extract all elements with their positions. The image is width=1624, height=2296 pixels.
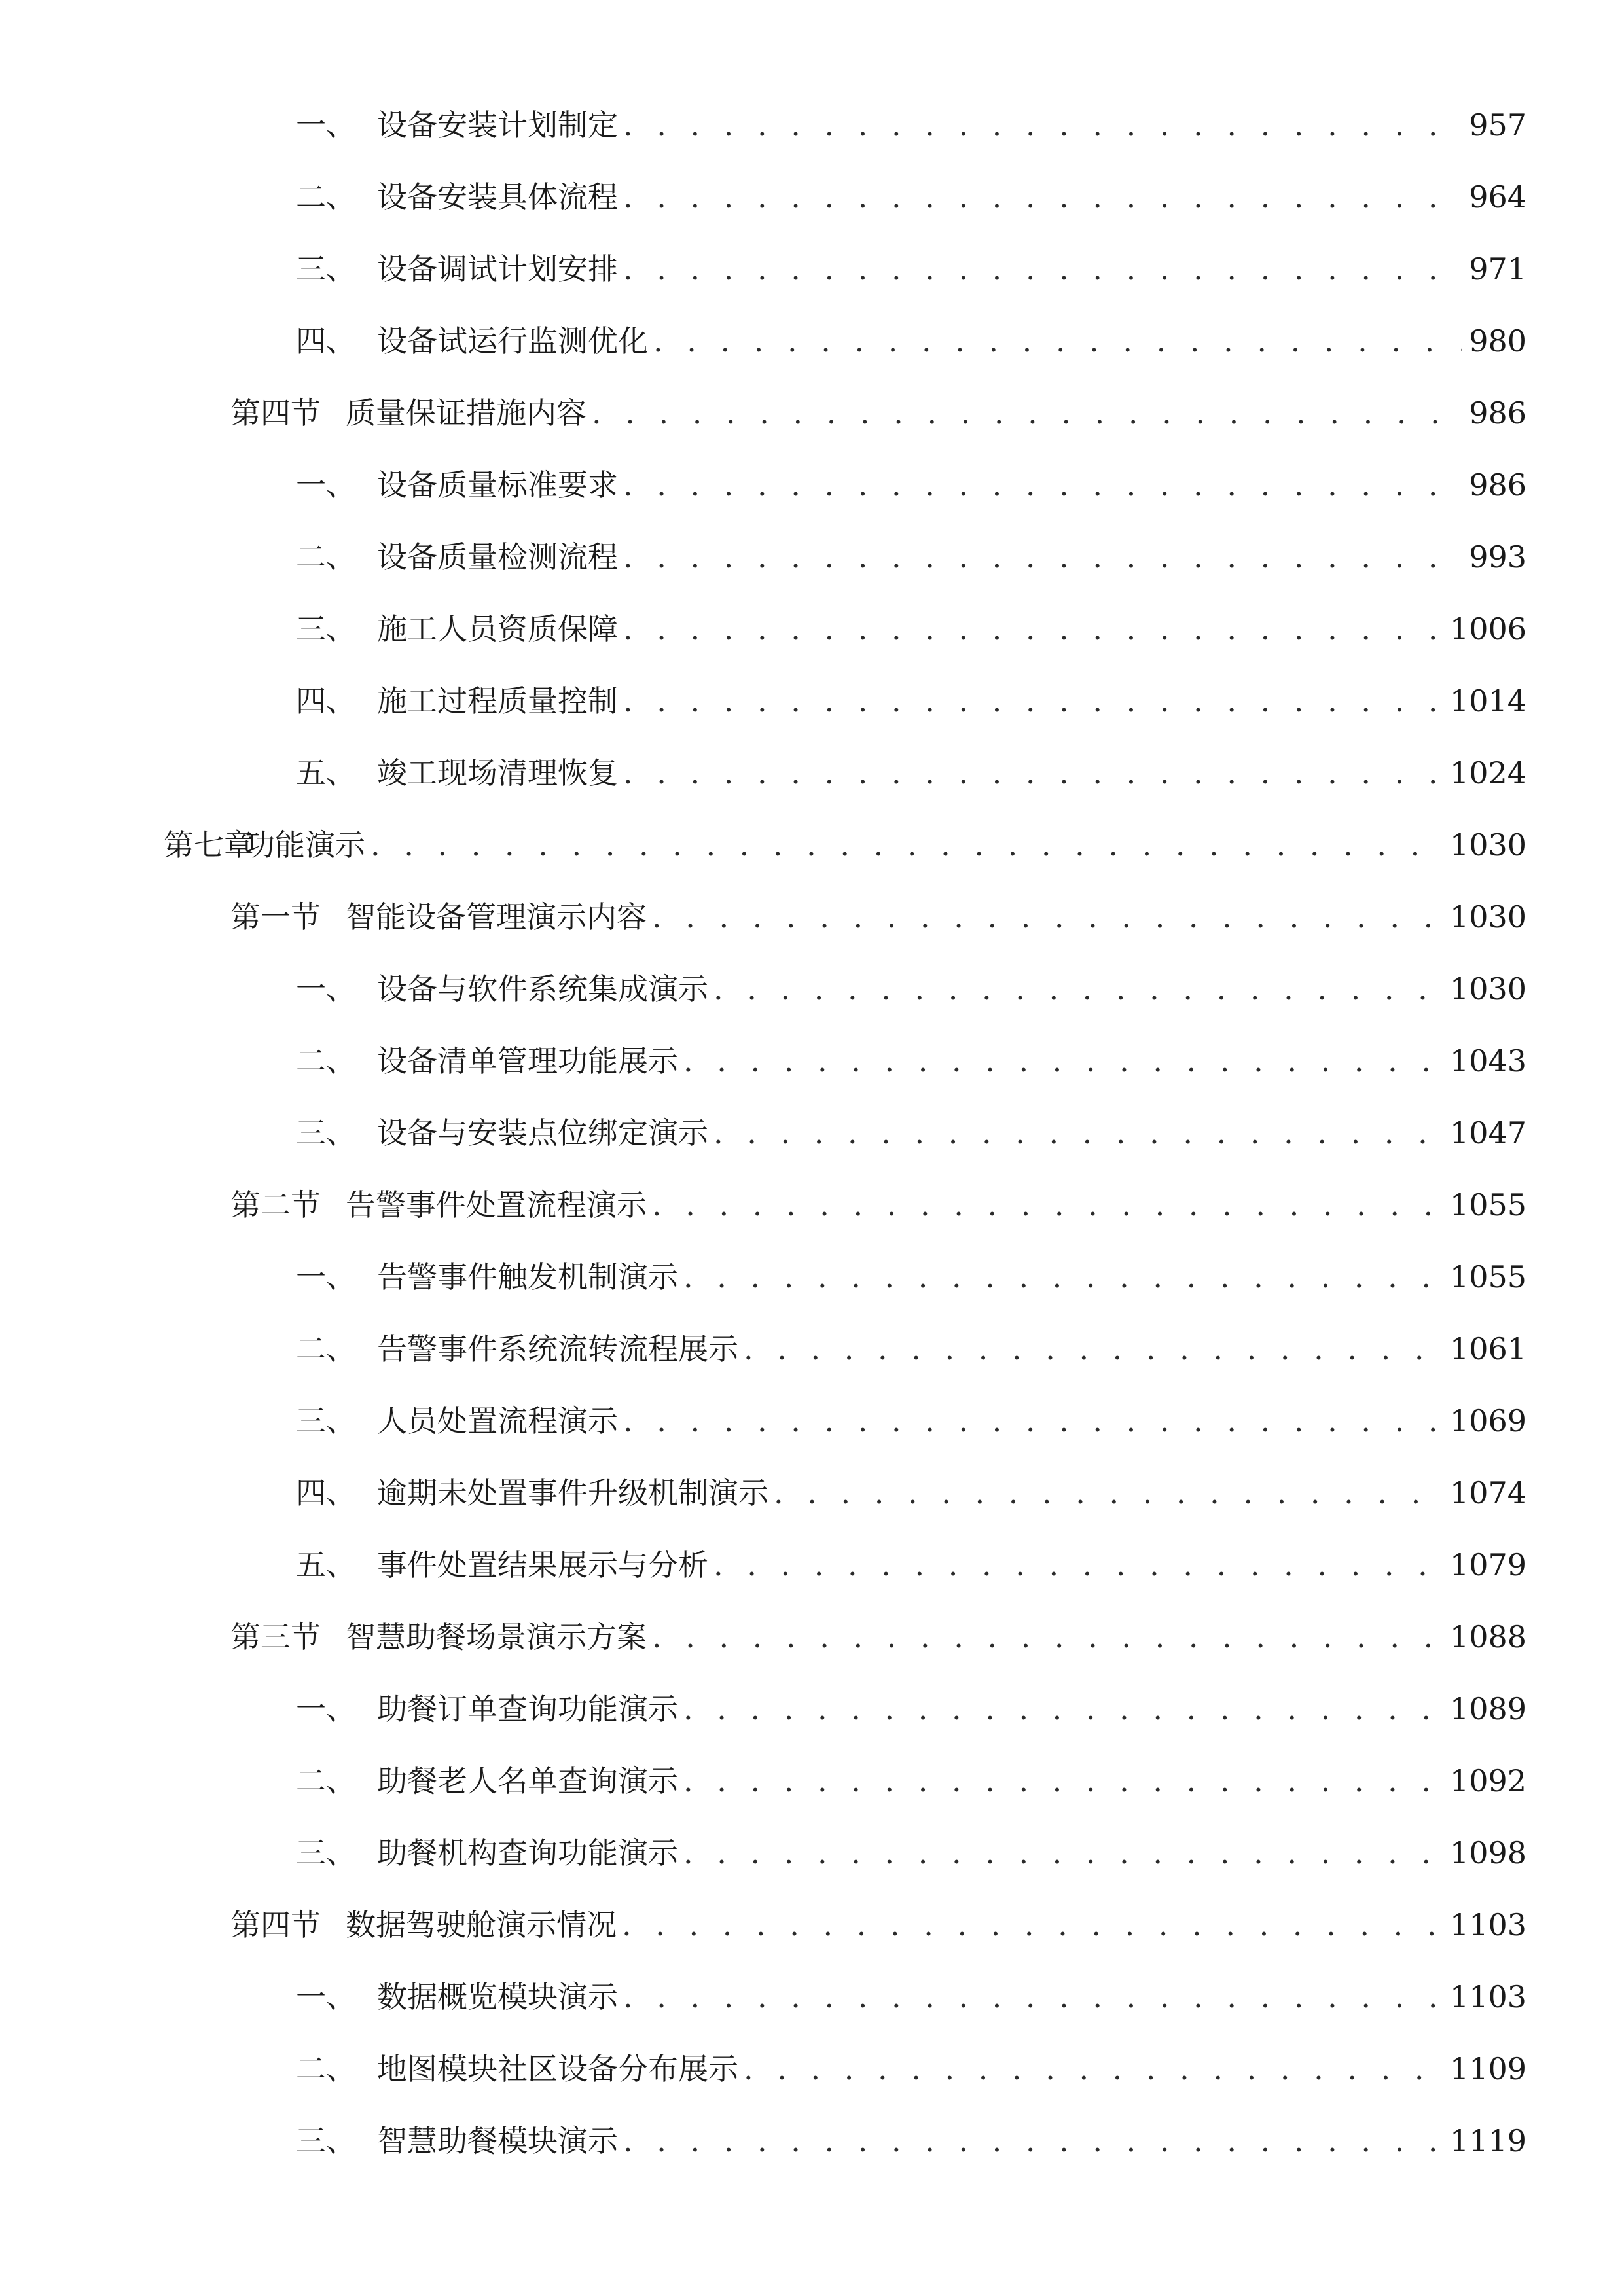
toc-entry-page-number: 1109 <box>1449 2051 1526 2087</box>
toc-entry-title: 智能设备管理演示内容 <box>346 899 647 935</box>
toc-entry-item[interactable] <box>296 1673 1526 1745</box>
toc-entry-number: 一、 <box>296 1691 356 1727</box>
toc-entry-page-number: 1030 <box>1449 971 1526 1007</box>
toc-entry-title: 告警事件触发机制演示 <box>377 1259 678 1295</box>
toc-entry-page-number: 1030 <box>1449 827 1526 863</box>
toc-entry-title: 施工过程质量控制 <box>377 683 618 719</box>
toc-entry-number: 一、 <box>296 1259 356 1295</box>
toc-entry-number: 第四节 <box>230 395 321 431</box>
dot-leader <box>623 609 1443 649</box>
toc-entry-page-number: 1055 <box>1449 1187 1526 1223</box>
toc-entry-item[interactable] <box>296 1529 1526 1601</box>
toc-entry-number: 五、 <box>296 1547 356 1583</box>
toc-entry-item[interactable] <box>296 2105 1526 2177</box>
toc-entry-title: 事件处置结果展示与分析 <box>377 1547 708 1583</box>
dot-leader <box>623 1401 1443 1441</box>
toc-entry-number: 二、 <box>296 2051 356 2087</box>
dot-leader <box>623 537 1462 577</box>
toc-entry-number: 第二节 <box>230 1187 321 1223</box>
dot-leader <box>623 2121 1443 2161</box>
dot-leader <box>713 1113 1443 1153</box>
toc-entry-page-number: 957 <box>1469 107 1526 143</box>
toc-entry-number: 三、 <box>296 611 356 647</box>
toc-entry-number: 三、 <box>296 251 356 287</box>
toc-entry-item[interactable] <box>296 1457 1526 1529</box>
toc-entry-item[interactable] <box>296 161 1526 233</box>
toc-entry-number: 三、 <box>296 1403 356 1439</box>
dot-leader <box>623 681 1443 721</box>
toc-entry-item[interactable] <box>296 1385 1526 1457</box>
toc-entry-page-number: 1119 <box>1449 2123 1526 2159</box>
toc-entry-item[interactable] <box>296 1961 1526 2033</box>
toc-entry-number: 五、 <box>296 755 356 791</box>
toc-entry-item[interactable] <box>296 2033 1526 2105</box>
dot-leader <box>592 393 1462 433</box>
toc-entry-page-number: 1006 <box>1449 611 1526 647</box>
dot-leader <box>653 321 1462 361</box>
toc-entry-item[interactable] <box>296 521 1526 593</box>
toc-entry-item[interactable] <box>296 1313 1526 1385</box>
toc-entry-item[interactable] <box>296 1745 1526 1817</box>
toc-entry-page-number: 1061 <box>1449 1331 1526 1367</box>
toc-entry-number: 一、 <box>296 971 356 1007</box>
toc-entry-page-number: 1069 <box>1449 1403 1526 1439</box>
dot-leader <box>623 105 1462 145</box>
dot-leader <box>623 177 1462 217</box>
toc-entry-title: 设备安装计划制定 <box>377 107 618 143</box>
toc-entry-number: 三、 <box>296 1835 356 1871</box>
dot-leader <box>683 1833 1443 1873</box>
dot-leader <box>370 825 1443 865</box>
toc-entry-number: 三、 <box>296 1115 356 1151</box>
toc-entry-page-number: 1043 <box>1449 1043 1526 1079</box>
toc-entry-item[interactable] <box>296 953 1526 1025</box>
toc-entry-title: 助餐机构查询功能演示 <box>377 1835 678 1871</box>
dot-leader <box>683 1257 1443 1297</box>
toc-entry-section[interactable] <box>230 881 1526 953</box>
toc-entry-item[interactable] <box>296 737 1526 809</box>
toc-entry-section[interactable] <box>230 1169 1526 1241</box>
dot-leader <box>774 1473 1443 1513</box>
toc-entry-section[interactable] <box>230 1889 1526 1961</box>
dot-leader <box>744 1329 1443 1369</box>
toc-entry-title: 数据概览模块演示 <box>377 1979 618 2015</box>
toc-entry-section[interactable] <box>230 377 1526 449</box>
toc-entry-title: 竣工现场清理恢复 <box>377 755 618 791</box>
toc-entry-title: 设备清单管理功能展示 <box>377 1043 678 1079</box>
toc-entry-title: 设备与安装点位绑定演示 <box>377 1115 708 1151</box>
toc-entry-item[interactable] <box>296 449 1526 521</box>
toc-entry-page-number: 1103 <box>1449 1979 1526 2015</box>
toc-entry-item[interactable] <box>296 233 1526 305</box>
toc-entry-page-number: 1088 <box>1449 1619 1526 1655</box>
toc-entry-number: 四、 <box>296 1475 356 1511</box>
toc-entry-title: 功能演示 <box>245 827 365 863</box>
dot-leader <box>683 1041 1443 1081</box>
toc-entry-title: 助餐订单查询功能演示 <box>377 1691 678 1727</box>
toc-entry-title: 设备与软件系统集成演示 <box>377 971 708 1007</box>
toc-entry-title: 人员处置流程演示 <box>377 1403 618 1439</box>
toc-entry-number: 三、 <box>296 2123 356 2159</box>
dot-leader <box>683 1689 1443 1729</box>
toc-entry-page-number: 1092 <box>1449 1763 1526 1799</box>
toc-entry-title: 质量保证措施内容 <box>346 395 586 431</box>
dot-leader <box>683 1761 1443 1801</box>
toc-entry-title: 智慧助餐场景演示方案 <box>346 1619 647 1655</box>
toc-entry-item[interactable] <box>296 593 1526 665</box>
toc-entry-title: 告警事件系统流转流程展示 <box>377 1331 738 1367</box>
toc-entry-page-number: 1074 <box>1449 1475 1526 1511</box>
toc-entry-number: 四、 <box>296 683 356 719</box>
table-of-contents <box>0 89 1624 2177</box>
toc-entry-page-number: 1047 <box>1449 1115 1526 1151</box>
toc-entry-number: 一、 <box>296 467 356 503</box>
toc-entry-title: 智慧助餐模块演示 <box>377 2123 618 2159</box>
toc-entry-title: 设备安装具体流程 <box>377 179 618 215</box>
dot-leader <box>652 897 1443 937</box>
toc-entry-title: 地图模块社区设备分布展示 <box>377 2051 738 2087</box>
toc-entry-item[interactable] <box>296 305 1526 377</box>
toc-entry-number: 二、 <box>296 539 356 575</box>
dot-leader <box>623 753 1443 793</box>
dot-leader <box>713 1545 1443 1585</box>
toc-entry-title: 数据驾驶舱演示情况 <box>346 1907 617 1943</box>
toc-entry-item[interactable] <box>296 665 1526 737</box>
toc-entry-page-number: 964 <box>1469 179 1526 215</box>
toc-entry-chapter[interactable] <box>164 809 1526 881</box>
dot-leader <box>622 1905 1443 1945</box>
toc-entry-title: 助餐老人名单查询演示 <box>377 1763 678 1799</box>
toc-entry-number: 二、 <box>296 1331 356 1367</box>
dot-leader <box>623 465 1462 505</box>
toc-entry-page-number: 1103 <box>1449 1907 1526 1943</box>
toc-entry-item[interactable] <box>296 1241 1526 1313</box>
toc-entry-number: 第四节 <box>230 1907 321 1943</box>
toc-entry-number: 二、 <box>296 1763 356 1799</box>
toc-entry-page-number: 1098 <box>1449 1835 1526 1871</box>
toc-entry-item[interactable] <box>296 1817 1526 1889</box>
toc-entry-number: 一、 <box>296 1979 356 2015</box>
toc-entry-page-number: 986 <box>1469 467 1526 503</box>
toc-entry-page-number: 971 <box>1469 251 1526 287</box>
toc-entry-number: 二、 <box>296 179 356 215</box>
toc-entry-title: 设备质量检测流程 <box>377 539 618 575</box>
toc-entry-number: 第七章 <box>164 827 254 863</box>
toc-entry-title: 设备质量标准要求 <box>377 467 618 503</box>
toc-entry-page-number: 1014 <box>1449 683 1526 719</box>
dot-leader <box>713 969 1443 1009</box>
toc-entry-page-number: 980 <box>1469 323 1526 359</box>
toc-entry-title: 告警事件处置流程演示 <box>346 1187 647 1223</box>
toc-entry-section[interactable] <box>230 1601 1526 1673</box>
toc-entry-page-number: 993 <box>1469 539 1526 575</box>
toc-entry-number: 二、 <box>296 1043 356 1079</box>
toc-entry-page-number: 1030 <box>1449 899 1526 935</box>
toc-entry-number: 第一节 <box>230 899 321 935</box>
toc-entry-item[interactable] <box>296 89 1526 161</box>
toc-entry-title: 逾期未处置事件升级机制演示 <box>377 1475 768 1511</box>
toc-entry-number: 四、 <box>296 323 356 359</box>
toc-entry-page-number: 986 <box>1469 395 1526 431</box>
dot-leader <box>652 1617 1443 1657</box>
dot-leader <box>623 1977 1443 2017</box>
toc-entry-title: 施工人员资质保障 <box>377 611 618 647</box>
dot-leader <box>623 249 1462 289</box>
toc-entry-number: 一、 <box>296 107 356 143</box>
dot-leader <box>744 2049 1443 2089</box>
toc-entry-title: 设备试运行监测优化 <box>377 323 648 359</box>
toc-entry-number: 第三节 <box>230 1619 321 1655</box>
toc-entry-page-number: 1089 <box>1449 1691 1526 1727</box>
toc-entry-title: 设备调试计划安排 <box>377 251 618 287</box>
toc-entry-page-number: 1079 <box>1449 1547 1526 1583</box>
dot-leader <box>652 1185 1443 1225</box>
toc-entry-item[interactable] <box>296 1097 1526 1169</box>
toc-entry-item[interactable] <box>296 1025 1526 1097</box>
toc-entry-page-number: 1055 <box>1449 1259 1526 1295</box>
toc-entry-page-number: 1024 <box>1449 755 1526 791</box>
